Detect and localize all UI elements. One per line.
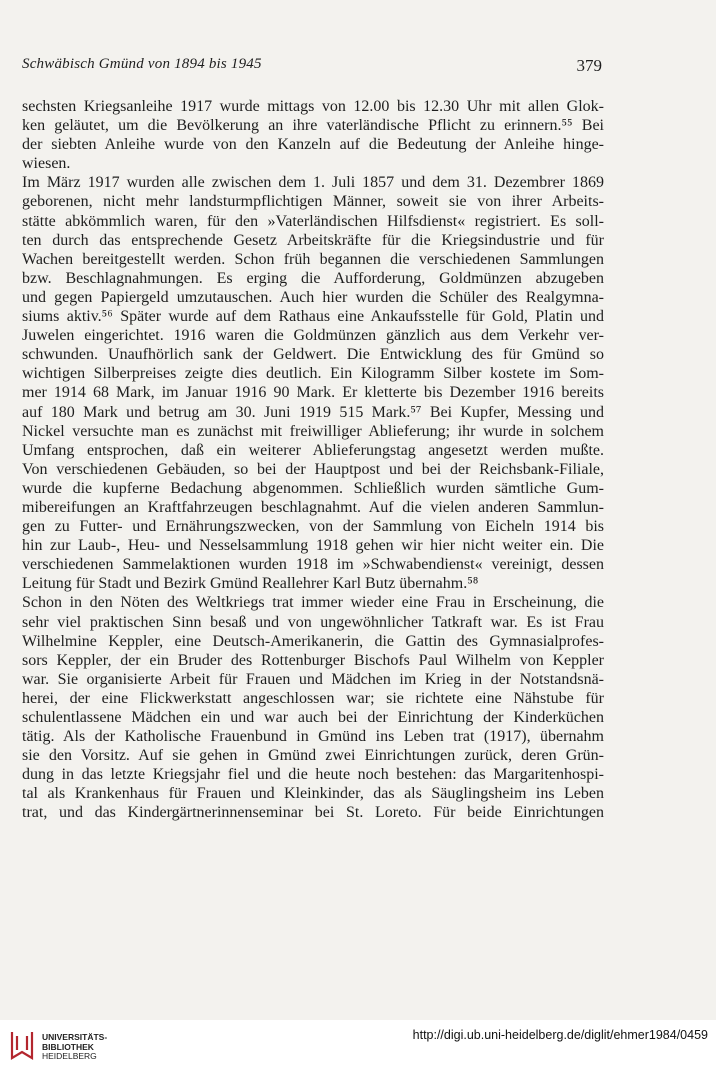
text-line: Umfang entsprochen, daß ein weiterer Ablieferungstag angesetzt werden mußte. [22,441,604,459]
source-url-link[interactable]: http://digi.ub.uni-heidelberg.de/diglit/ehmer1984/0459 [412,1028,708,1042]
text-line: verschiedenen Sammelaktionen wurden 1918 im »Schwabendienst« vereinigt, dessen [22,556,604,574]
text-line: wiesen. [22,155,71,173]
text-line: schulentlassene Mädchen ein und war auch bei der Einrichtung der Kinderküchen [22,709,604,726]
text-line: ten durch das entsprechende Gesetz Arbeitskräfte für die Kriegsindustrie und für [22,231,604,249]
text-line: trat, und das Kindergärtnerinnenseminar bei St. Loreto. Für beide Einrichtungen [22,804,604,822]
text-line: tätig. Als der Katholische Frauenbund in Gmünd ins Leben trat (1917), übernahm [22,728,604,746]
text-line: und gegen Papiergeld umzutauschen. Auch hier wurden die Schüler des Realgymna- [22,288,604,306]
text-line: stätte abkömmlich waren, für den »Vaterländischen Hilfsdienst« registriert. Es soll- [22,212,604,230]
text-line: ken geläutet, um die Bevölkerung an ihre vaterländische Pflicht zu erinnern.⁵⁵ Bei [22,117,604,135]
text-line: Im März 1917 wurden alle zwischen dem 1. Juli 1857 und dem 31. Dezembrer 1869 [22,174,604,192]
text-line: der siebten Anleihe wurde von den Kanzeln auf die Bedeutung der Anleihe hinge- [22,136,604,154]
text-line: mibereifungen an Kraftfahrzeugen beschlagnahmt. Auf die vielen anderen Sammlun- [22,498,604,516]
text-line: gen zu Futter- und Ernährungszwecken, von der Sammlung von Eicheln 1914 bis [22,518,604,536]
library-name-line3: HEIDELBERG [42,1051,97,1061]
text-line: sie den Vorsitz. Auf sie gehen in Gmünd zwei Einrichtungen zurück, deren Grün- [22,747,604,765]
text-line: wurde die kupferne Bedachung abgenommen. Schließlich wurden sämtliche Gum- [22,479,604,497]
text-line: hin zur Laub-, Heu- und Nesselsammlung 1918 gehen wir hier nicht weiter ein. Die [22,537,604,555]
text-line: wichtigen Silberpreises zeigte dies deutlich. Ein Kilogramm Silber kostete im Som- [22,365,604,383]
library-name-line2: BIBLIOTHEK [42,1041,94,1052]
text-line: Wachen bereitgestellt werden. Schon früh begannen die verschiedenen Sammlungen [22,250,604,268]
text-line: schwunden. Unaufhörlich sank der Geldwert. Die Entwicklung des für Gmünd so [22,346,604,364]
library-name [42,1033,107,1062]
body-text [22,97,604,823]
library-name-line1: UNIVERSITÄTS- [42,1032,108,1042]
text-line: Von verschiedenen Gebäuden, so bei der Hauptpost und bei der Reichsbank-Filiale, [22,460,604,478]
text-line: Leitung für Stadt und Bezirk Gmünd Reallehrer Karl Butz übernahm.⁵⁸ [22,575,479,593]
text-line: dung in das letzte Kriegsjahr fiel und die heute noch bestehen: das Margaritenhospi- [22,766,604,784]
text-line: war. Sie organisierte Arbeit für Frauen und Mädchen im Krieg in der Notstandsnä- [22,670,604,688]
text-line: siums aktiv.⁵⁶ Später wurde auf dem Rathaus eine Ankaufsstelle für Gold, Platin und [22,308,604,326]
text-line: Juwelen eingerichtet. 1916 waren die Goldmünzen gänzlich aus dem Verkehr ver- [22,327,604,345]
text-line: mer 1914 68 Mark, im Januar 1916 90 Mark. Er kletterte bis Dezember 1916 bereits [22,384,604,402]
text-line: Schon in den Nöten des Weltkriegs trat immer wieder eine Frau in Erscheinung, die [22,594,604,612]
text-line: Wilhelmine Keppler, eine Deutsch-Amerikanerin, die Gattin des Gymnasialprofes- [22,632,604,650]
library-logo-icon [8,1028,36,1062]
page-number: 379 [576,56,602,75]
digitization-footer [0,1020,716,1073]
text-line: geborenen, nicht mehr landsturmpflichtigen Männer, soweit sie von ihrer Arbeits- [22,193,604,211]
text-line: sors Keppler, der ein Bruder des Rottenburger Bischofs Paul Wilhelm von Keppler [22,651,604,669]
running-head [22,56,602,80]
text-line: sehr viel praktischen Sinn besaß und von ungewöhnlicher Tatkraft war. Es ist Frau [22,613,604,631]
text-line: auf 180 Mark und betrug am 30. Juni 1919 515 Mark.⁵⁷ Bei Kupfer, Messing und [22,403,604,421]
text-line: Nickel versuchte man es zunächst mit freiwilliger Ablieferung; ihr wurde in solchem [22,422,604,440]
text-line: bzw. Beschlagnahmungen. Es erging die Aufforderung, Goldmünzen abzugeben [22,269,604,287]
running-head-title: Schwäbisch Gmünd von 1894 bis 1945 [22,56,262,72]
text-line: herei, der eine Flickwerkstatt angeschlossen war; sie richtete eine Nähstube für [22,689,604,707]
text-line: tal als Krankenhaus für Frauen und Kleinkinder, das als Säuglingsheim ins Leben [22,785,604,803]
text-line: sechsten Kriegsanleihe 1917 wurde mittags von 12.00 bis 12.30 Uhr mit allen Glok- [22,98,604,115]
